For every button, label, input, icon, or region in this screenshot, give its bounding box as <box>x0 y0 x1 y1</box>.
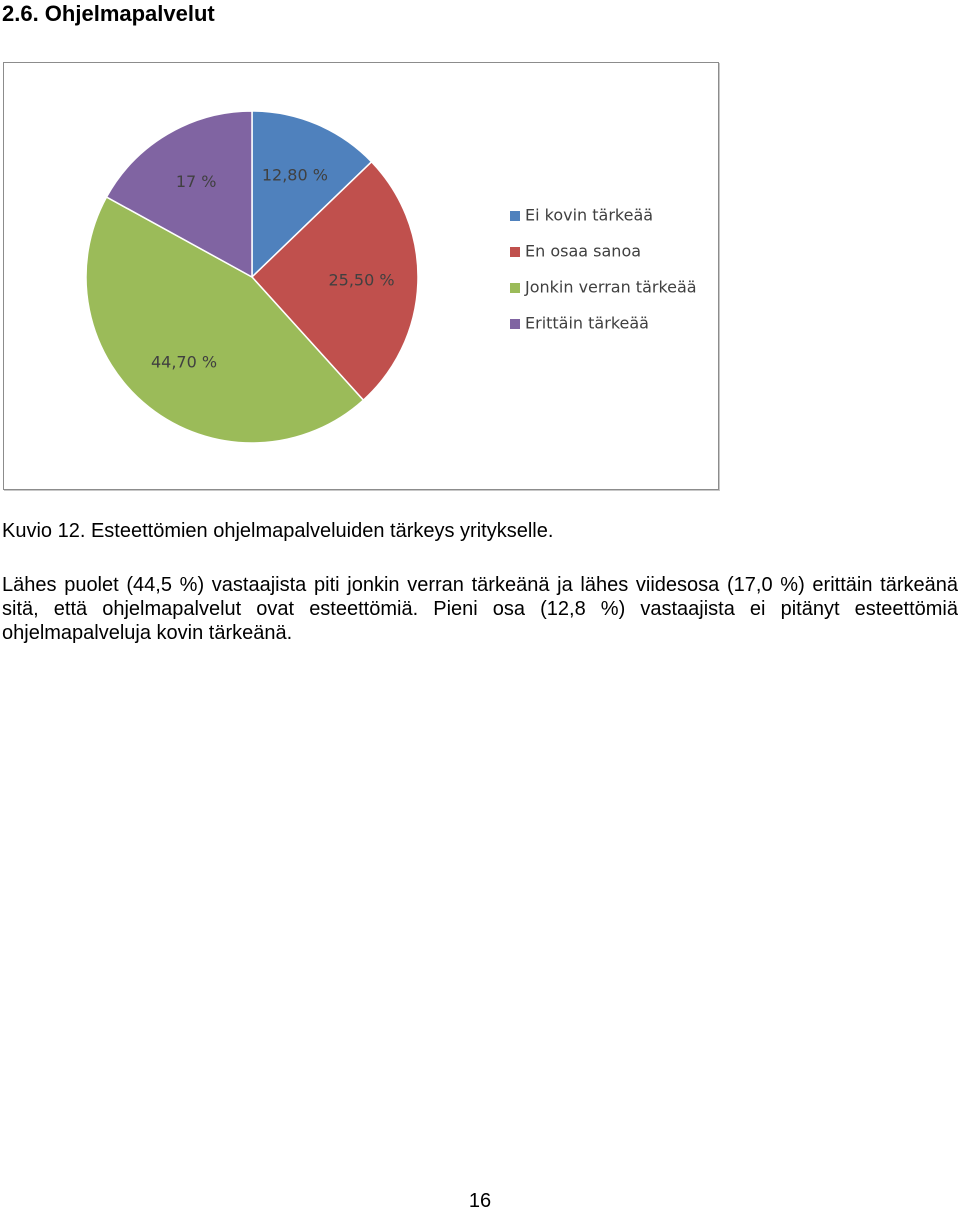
legend-label-2: En osaa sanoa <box>525 241 642 261</box>
figure-caption: Kuvio 12. Esteettömien ohjelmapalveluiden tärkeys yritykselle. <box>2 520 554 542</box>
pie-chart-frame <box>3 62 719 490</box>
page-number: 16 <box>468 1190 492 1212</box>
legend-swatch-1 <box>510 211 520 221</box>
pie-chart <box>4 63 718 489</box>
legend-swatch-4 <box>510 319 520 329</box>
legend-label-3: Jonkin verran tärkeää <box>525 277 697 297</box>
legend-swatch-3 <box>510 283 520 293</box>
legend-label-4: Erittäin tärkeää <box>525 313 649 333</box>
pie-data-label-1: 12,80 % <box>261 165 328 185</box>
body-paragraph: Lähes puolet (44,5 %) vastaajista piti jonkin verran tärkeänä ja lähes viidesosa (17,0 %) erittäin tärkeänä sitä, että ohjelmapalvelut ovat esteettömiä. Pieni osa (12,8 %) vastaajista ei pitänyt esteettömiä ohjelmapalveluja kovin tärkeänä. <box>2 574 958 644</box>
chart-legend <box>510 206 697 333</box>
pie-data-label-2: 25,50 % <box>328 270 395 290</box>
pie-data-label-3: 44,70 % <box>150 352 218 372</box>
legend-label-1: Ei kovin tärkeää <box>525 205 654 225</box>
section-heading: 2.6. Ohjelmapalvelut <box>2 1 215 26</box>
pie-data-label-4: 17 % <box>175 172 217 192</box>
legend-swatch-2 <box>510 247 520 257</box>
